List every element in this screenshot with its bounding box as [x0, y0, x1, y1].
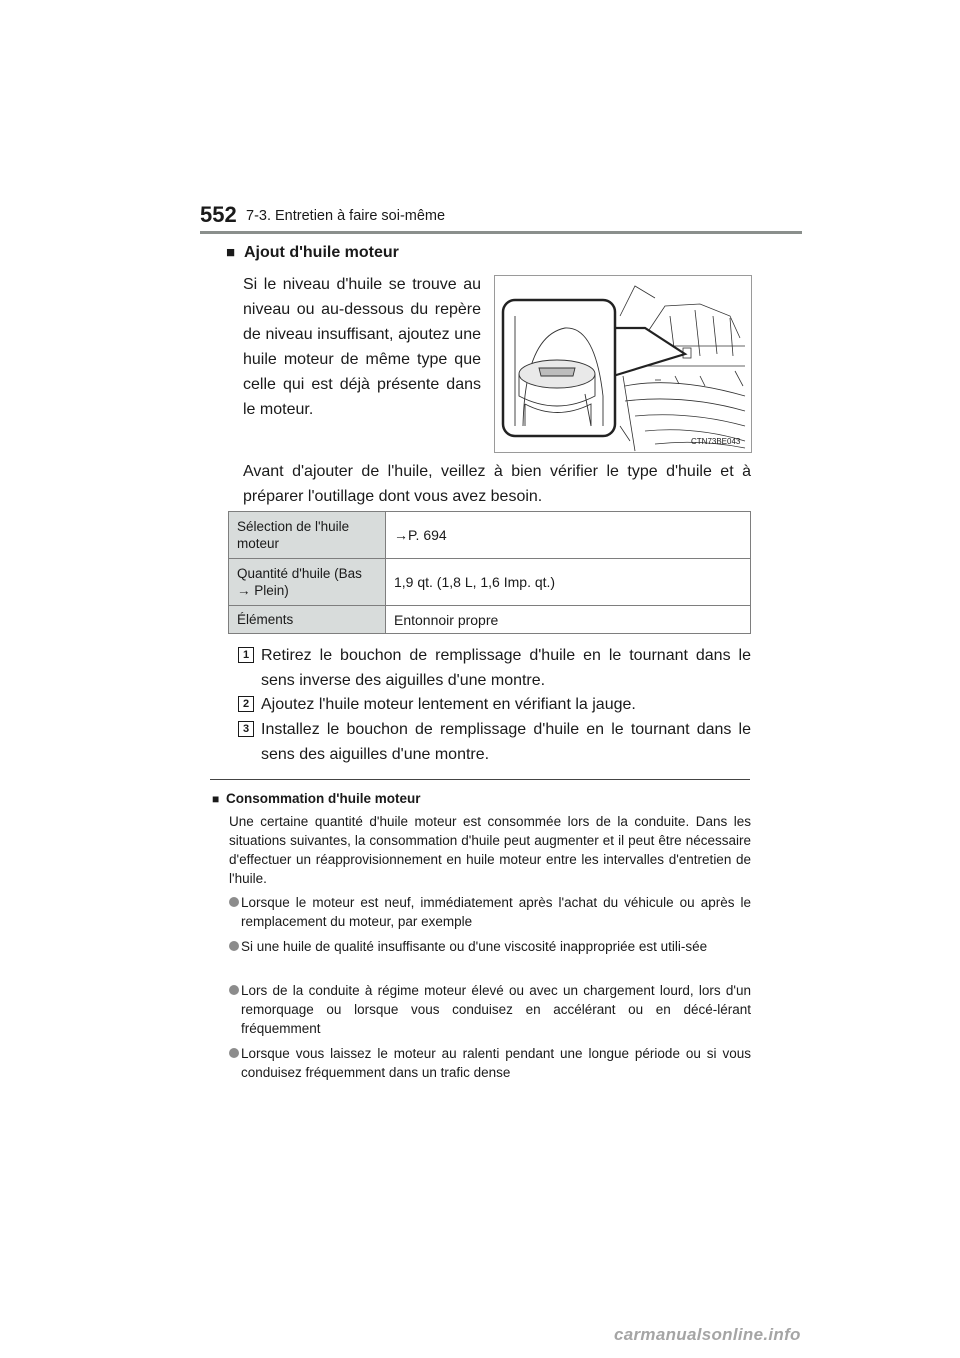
table-row	[229, 559, 751, 606]
list-item	[229, 937, 751, 956]
oil-specs-table	[228, 511, 751, 634]
table-value-cell: 1,9 qt. (1,8 L, 1,6 Imp. qt.)	[386, 559, 751, 606]
note-heading-text: Consommation d'huile moteur	[226, 791, 421, 806]
table-label-cell: Sélection de l'huile moteur	[229, 512, 386, 559]
table-label-cell: Éléments	[229, 606, 386, 634]
table-label-cell: Quantité d'huile (Bas → Plein)	[229, 559, 386, 606]
section-title: 7-3. Entretien à faire soi-même	[246, 208, 446, 224]
figure-code: CTN73BE043	[691, 437, 741, 446]
list-item-text: Lors de la conduite à régime moteur élevé ou avec un chargement lourd, lors d'un remorquage ou lorsque vous conduisez en accélérant ou en décé-lérant fréquemment	[241, 983, 751, 1036]
note-heading	[212, 791, 420, 806]
square-bullet-icon: ■	[212, 792, 220, 806]
watermark: carmanualsonline.info	[614, 1325, 801, 1344]
table-value-cell: →P. 694	[386, 512, 751, 559]
step-2	[238, 692, 751, 717]
step-3	[238, 717, 751, 767]
list-item	[229, 1044, 751, 1082]
circle-bullet-icon	[229, 1048, 239, 1058]
list-item	[229, 981, 751, 1038]
intro-paragraph: Si le niveau d'huile se trouve au niveau ou au-dessous du repère de niveau insuffisant, ajoutez une huile moteur de même type que celle qui est déjà présente dans le moteur.	[243, 276, 481, 418]
list-item-text: Lorsque vous laissez le moteur au ralenti pendant une longue période ou si vous conduisez fréquemment dans un trafic dense	[241, 1046, 751, 1080]
step-text: Ajoutez l'huile moteur lentement en vérifiant la jauge.	[261, 696, 636, 713]
section-heading	[226, 244, 399, 262]
section-divider	[210, 779, 750, 780]
step-1	[238, 643, 751, 693]
page-number: 552	[200, 202, 237, 227]
list-item-text: Si une huile de qualité insuffisante ou d'une viscosité inappropriée est utili-sée	[241, 939, 708, 954]
section-heading-text: Ajout d'huile moteur	[244, 244, 399, 261]
table-value-cell: Entonnoir propre	[386, 606, 751, 634]
step-number-badge: 3	[238, 721, 254, 737]
oil-cap-illustration	[494, 275, 752, 453]
square-bullet-icon: ■	[226, 244, 236, 261]
note-body: Une certaine quantité d'huile moteur est consommée lors de la conduite. Dans les situations suivantes, la consommation d'huile peut augmenter et il peut être nécessaire d'effectuer un réapprovisionnement en huile moteur entre les intervalles d'entretien de l'huile.	[229, 814, 751, 886]
step-text: Installez le bouchon de remplissage d'huile en le tournant dans le sens des aiguilles d'une montre.	[261, 721, 751, 763]
circle-bullet-icon	[229, 941, 239, 951]
header-rule	[200, 231, 802, 234]
table-row	[229, 512, 751, 559]
step-text: Retirez le bouchon de remplissage d'huile en le tournant dans le sens inverse des aiguilles d'une montre.	[261, 647, 751, 689]
preparation-paragraph: Avant d'ajouter de l'huile, veillez à bien vérifier le type d'huile et à préparer l'outillage dont vous avez besoin.	[243, 463, 751, 505]
circle-bullet-icon	[229, 985, 239, 995]
step-number-badge: 2	[238, 696, 254, 712]
engine-oil-filler-cap-drawing	[495, 276, 751, 452]
list-item-text: Lorsque le moteur est neuf, immédiatement après l'achat du véhicule ou après le remplacement du moteur, par exemple	[241, 895, 751, 929]
table-row	[229, 606, 751, 634]
step-number-badge: 1	[238, 647, 254, 663]
list-item	[229, 893, 751, 931]
circle-bullet-icon	[229, 897, 239, 907]
